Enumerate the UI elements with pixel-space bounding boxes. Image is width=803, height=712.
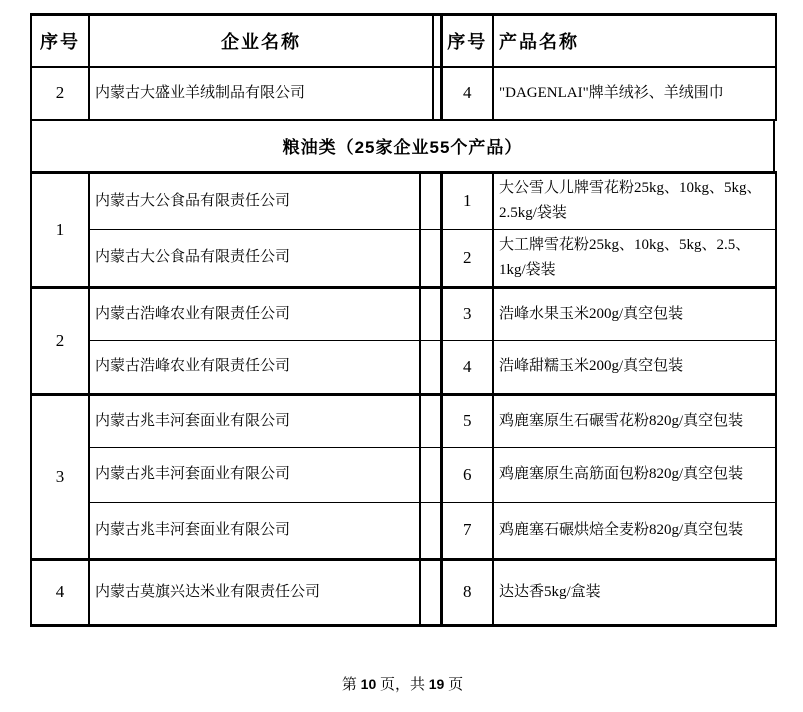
header-row xyxy=(31,15,776,67)
column-gap xyxy=(420,229,441,287)
company-cell: 内蒙古兆丰河套面业有限公司 xyxy=(89,502,420,559)
product-cell: 鸡鹿塞原生石碾雪花粉820g/真空包装 xyxy=(493,394,776,447)
total-pages: 19 xyxy=(428,675,445,692)
footer-label-before: 第 xyxy=(341,676,361,693)
column-gap xyxy=(433,67,441,120)
section-header xyxy=(30,121,775,171)
group-serial-cell: 3 xyxy=(31,394,89,559)
document-page xyxy=(30,13,775,694)
table-row xyxy=(31,172,776,229)
product-cell: 浩峰甜糯玉米200g/真空包装 xyxy=(493,340,776,394)
company-cell: 内蒙古兆丰河套面业有限公司 xyxy=(89,394,420,447)
table-row xyxy=(31,67,776,120)
product-serial-cell: 3 xyxy=(441,287,493,340)
section-title: 粮油类（25家企业55个产品） xyxy=(282,138,523,157)
column-gap xyxy=(433,15,441,67)
group-serial-cell: 2 xyxy=(31,287,89,394)
product-cell: 鸡鹿塞石碾烘焙全麦粉820g/真空包装 xyxy=(493,502,776,559)
company-cell: 内蒙古大公食品有限责任公司 xyxy=(89,172,420,229)
product-serial-cell: 2 xyxy=(441,229,493,287)
column-gap xyxy=(420,394,441,447)
product-serial-cell: 6 xyxy=(441,447,493,502)
header-serial-left: 序号 xyxy=(31,15,89,67)
company-cell: 内蒙古兆丰河套面业有限公司 xyxy=(89,447,420,502)
product-cell: "DAGENLAI"牌羊绒衫、羊绒围巾 xyxy=(493,67,776,120)
company-cell: 内蒙古大盛业羊绒制品有限公司 xyxy=(89,67,433,120)
group-serial-cell: 1 xyxy=(31,172,89,287)
product-serial-cell: 4 xyxy=(441,340,493,394)
header-company: 企业名称 xyxy=(89,15,433,67)
table-row xyxy=(31,394,776,447)
column-gap xyxy=(420,447,441,502)
product-serial-cell: 1 xyxy=(441,172,493,229)
product-cell: 大公雪人儿牌雪花粉25kg、10kg、5kg、2.5kg/袋装 xyxy=(493,172,776,229)
footer-label-middle: 页，共 xyxy=(376,676,429,693)
header-product: 产品名称 xyxy=(493,15,776,67)
table-row xyxy=(31,287,776,340)
product-cell: 达达香5kg/盒装 xyxy=(493,559,776,625)
table-row xyxy=(31,340,776,394)
column-gap xyxy=(420,502,441,559)
company-cell: 内蒙古浩峰农业有限责任公司 xyxy=(89,340,420,394)
column-gap xyxy=(420,172,441,229)
group-serial-cell: 2 xyxy=(31,67,89,120)
product-cell: 鸡鹿塞原生高筋面包粉820g/真空包装 xyxy=(493,447,776,502)
main-table xyxy=(30,171,777,627)
product-serial-cell: 8 xyxy=(441,559,493,625)
column-gap xyxy=(420,287,441,340)
table-row xyxy=(31,447,776,502)
company-cell: 内蒙古莫旗兴达米业有限责任公司 xyxy=(89,559,420,625)
header-serial-right: 序号 xyxy=(441,15,493,67)
company-cell: 内蒙古大公食品有限责任公司 xyxy=(89,229,420,287)
column-gap xyxy=(420,340,441,394)
product-cell: 大工牌雪花粉25kg、10kg、5kg、2.5、1kg/袋装 xyxy=(493,229,776,287)
product-serial-cell: 7 xyxy=(441,502,493,559)
table-row xyxy=(31,229,776,287)
carryover-table xyxy=(30,13,777,121)
product-serial-cell: 4 xyxy=(441,67,493,120)
product-cell: 浩峰水果玉米200g/真空包装 xyxy=(493,287,776,340)
page-footer xyxy=(30,673,775,694)
column-gap xyxy=(420,559,441,625)
footer-label-after: 页 xyxy=(444,676,464,693)
page-number: 10 xyxy=(360,675,377,692)
table-row xyxy=(31,502,776,559)
product-serial-cell: 5 xyxy=(441,394,493,447)
company-cell: 内蒙古浩峰农业有限责任公司 xyxy=(89,287,420,340)
table-row xyxy=(31,559,776,625)
group-serial-cell: 4 xyxy=(31,559,89,625)
